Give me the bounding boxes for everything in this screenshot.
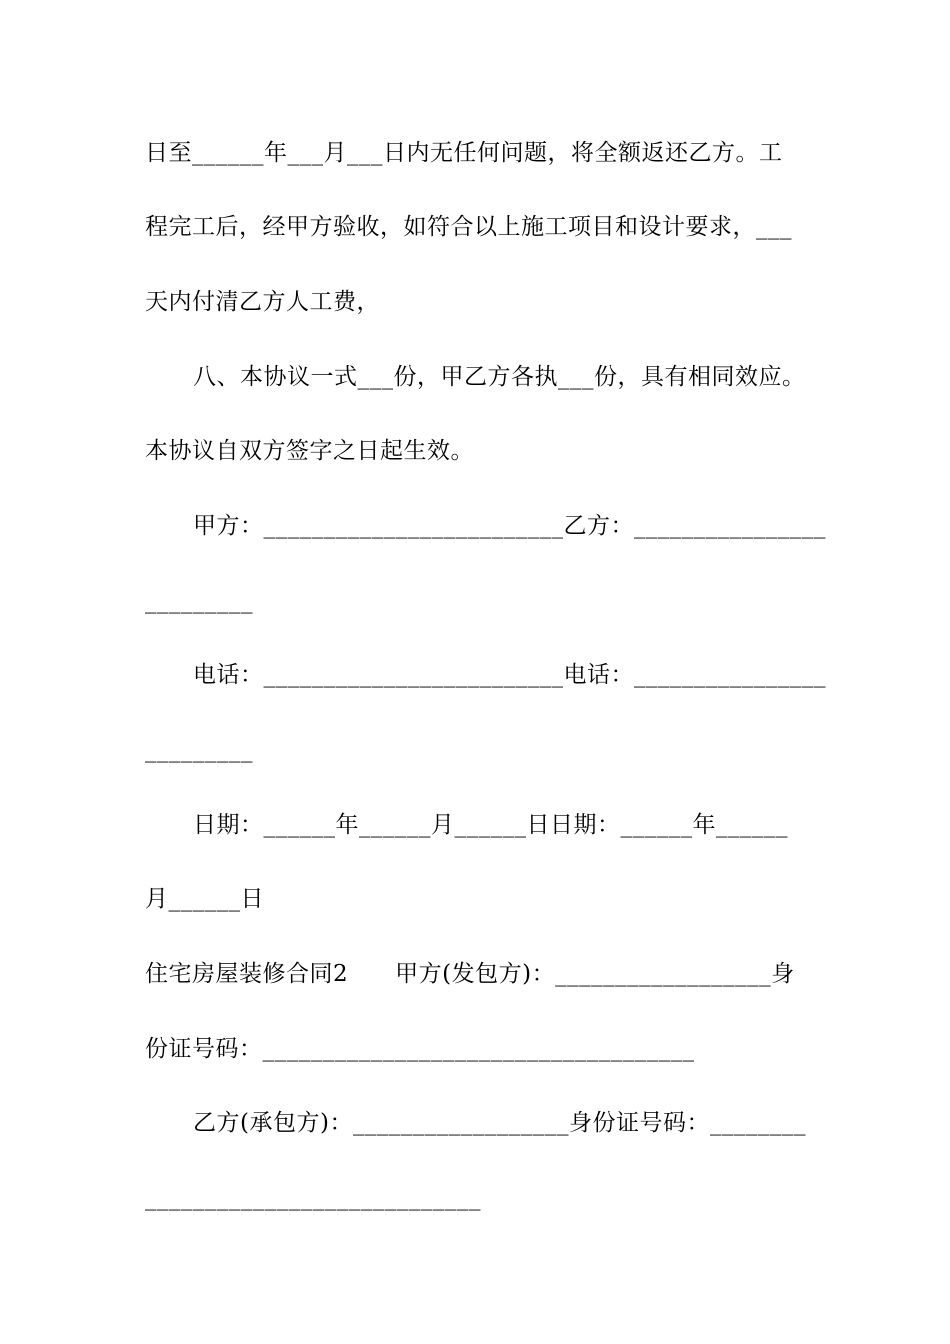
id-number-line: 份证号码：____________________________________: [145, 1036, 695, 1062]
party-b-line: 乙方(承包方)：__________________身份证号码：________: [193, 1110, 806, 1136]
phone-line: 电话：_________________________电话：________________: [193, 662, 826, 688]
blank-line-2: _________: [145, 737, 253, 763]
date-line: 日期：______年______月______日日期：______年______: [193, 812, 788, 838]
text-line-1: 日至______年___月___日内无任何问题，将全额返还乙方。工: [145, 140, 783, 166]
contract-title-line: 住宅房屋装修合同2 甲方(发包方)：__________________身: [145, 961, 795, 987]
blank-line-3: ____________________________: [145, 1185, 481, 1211]
text-line-5: 本协议自双方签字之日起生效。: [145, 438, 474, 464]
text-line-3: 天内付清乙方人工费，: [145, 289, 380, 315]
party-a-b-line: 甲方：_________________________乙方：________________: [193, 513, 826, 539]
blank-line-1: _________: [145, 588, 253, 614]
date-line-cont: 月______日: [145, 886, 264, 912]
text-line-2: 程完工后，经甲方验收，如符合以上施工项目和设计要求，___: [145, 214, 792, 240]
text-line-4: 八、本协议一式___份，甲乙方各执___份，具有相同效应。: [193, 364, 806, 390]
